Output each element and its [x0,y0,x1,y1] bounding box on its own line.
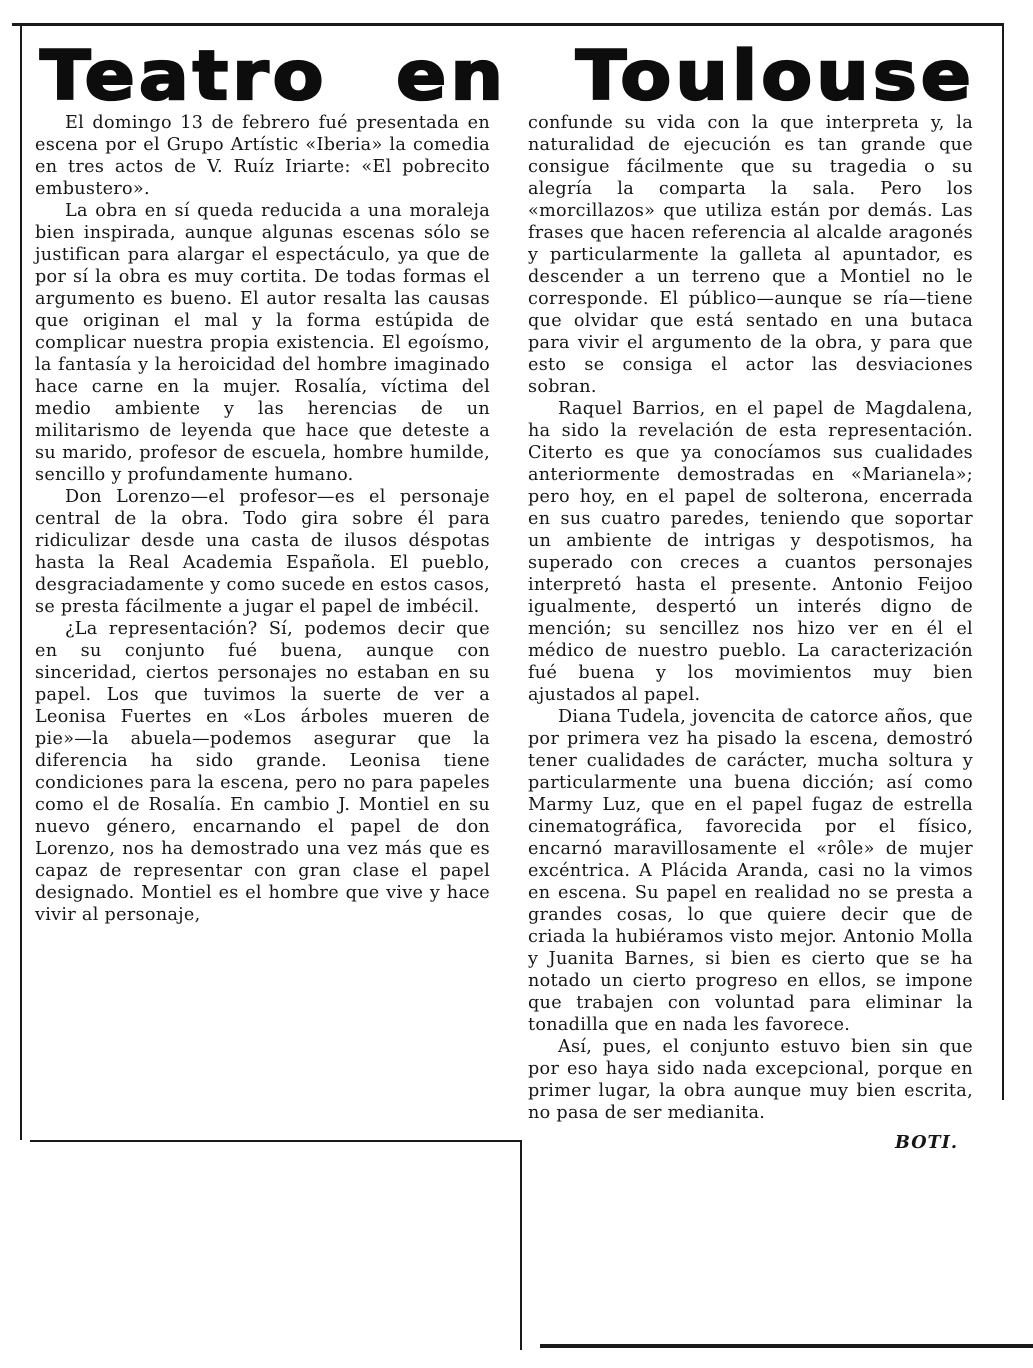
paragraph: Así, pues, el conjunto estuvo bien sin que por eso haya sido nada excepcional, porque en primer lugar, la obra aunque muy bien escrita, no pasa de ser medianita. [528,1037,973,1123]
left-column [35,112,490,926]
paragraph: El domingo 13 de febrero fué presentada en escena por el Grupo Artístic «Iberia» la comedia en tres actos de V. Ruíz Iriarte: «El pobrecito embustero». [35,113,490,199]
paragraph: Diana Tudela, jovencita de catorce años, que por primera vez ha pisado la escena, demostró tener cualidades de carácter, mucha soltura y particularmente una buena dicción; así como Marmy Luz, que en el papel fugaz de estrella cinematográfica, favorecida por el físico, encarnó maravillosamente el «rôle» de mujer excéntrica. A Plácida Aranda, casi no la vimos en escena. Su papel en realidad no se presta a grandes cosas, lo que quiere decir que de criada la hubiéramos visto mejor. Antonio Molla y Juanita Barnes, si bien es cierto que se ha notado un cierto progreso en ellos, se impone que trabajen con voluntad para eliminar la tonadilla que en nada les favorece. [528,707,973,1035]
paragraph: confunde su vida con la que interpreta y, la naturalidad de ejecución es tan grande que consigue fácilmente que su tragedia o su alegría la comparta la sala. Pero los «morcillazos» que utiliza están por demás. Las frases que hacen referencia al alcalde aragonés y particularmente la galleta al apuntador, es descender a un terreno que a Montiel no le corresponde. El público—aunque se ría—tiene que olvidar que está sentado en una butaca para vivir el argumento de la obra, y para que esto se consiga el actor las desviaciones sobran. [528,113,973,397]
paragraph: Raquel Barrios, en el papel de Magdalena, ha sido la revelación de esta representación. Citerto es que ya conocíamos sus cualidades anteriormente demostradas en «Marianela»; pero hoy, en el papel de solterona, encerrada en sus cuatro paredes, teniendo que soportar un ambiente de intrigas y despotismos, ha superado con creces a cuantos personajes interpretó hasta el presente. Antonio Feijoo igualmente, despertó un interés digno de mención; su sencillez nos hizo ver en él el médico de nuestro pueblo. La caracterización fué buena y los movimientos muy bien ajustados al papel. [528,399,973,705]
right-border-rule [1002,25,1004,1100]
top-border-rule [12,23,1004,26]
column-divider-rule [520,1140,522,1350]
right-column-bottom-rule [540,1344,1033,1348]
paragraph: La obra en sí queda reducida a una moraleja bien inspirada, aunque algunas escenas sólo se justifican para alargar el espectáculo, ya que de por sí la obra es muy cortita. De todas formas el argumento es bueno. El autor resalta las causas que originan el mal y la forma estúpida de complicar nuestra propia existencia. El egoísmo, la fantasía y la heroicidad del hombre imaginado hace carne en la mujer. Rosalía, víctima del medio ambiente y las herencias de un militarismo de leyenda que hace que deteste a su marido, profesor de escuela, hombre humilde, sencillo y profundamente humano. [35,201,490,485]
left-border-rule [20,25,22,1140]
author-signature: BOTI. [895,1132,958,1153]
left-column-bottom-rule [30,1140,520,1142]
paragraph: Don Lorenzo—el profesor—es el personaje central de la obra. Todo gira sobre él para ridiculizar desde una casta de ilusos déspotas hasta la Real Academia Española. El pueblo, desgraciadamente y como sucede en estos casos, se presta fácilmente a jugar el papel de imbécil. [35,487,490,617]
right-column [528,112,973,1154]
headline: Teatro en Toulouse [40,36,975,116]
paragraph: ¿La representación? Sí, podemos decir que en su conjunto fué buena, aunque con sinceridad, ciertos personajes no estaban en su papel. Los que tuvimos la suerte de ver a Leonisa Fuertes en «Los árboles mueren de pie»—la abuela—podemos asegurar que la diferencia ha sido grande. Leonisa tiene condiciones para la escena, pero no para papeles como el de Rosalía. En cambio J. Montiel en su nuevo género, encarnando el papel de don Lorenzo, nos ha demostrado una vez más que es capaz de representar con gran clase el papel designado. Montiel es el hombre que vive y hace vivir al personaje, [35,619,490,925]
